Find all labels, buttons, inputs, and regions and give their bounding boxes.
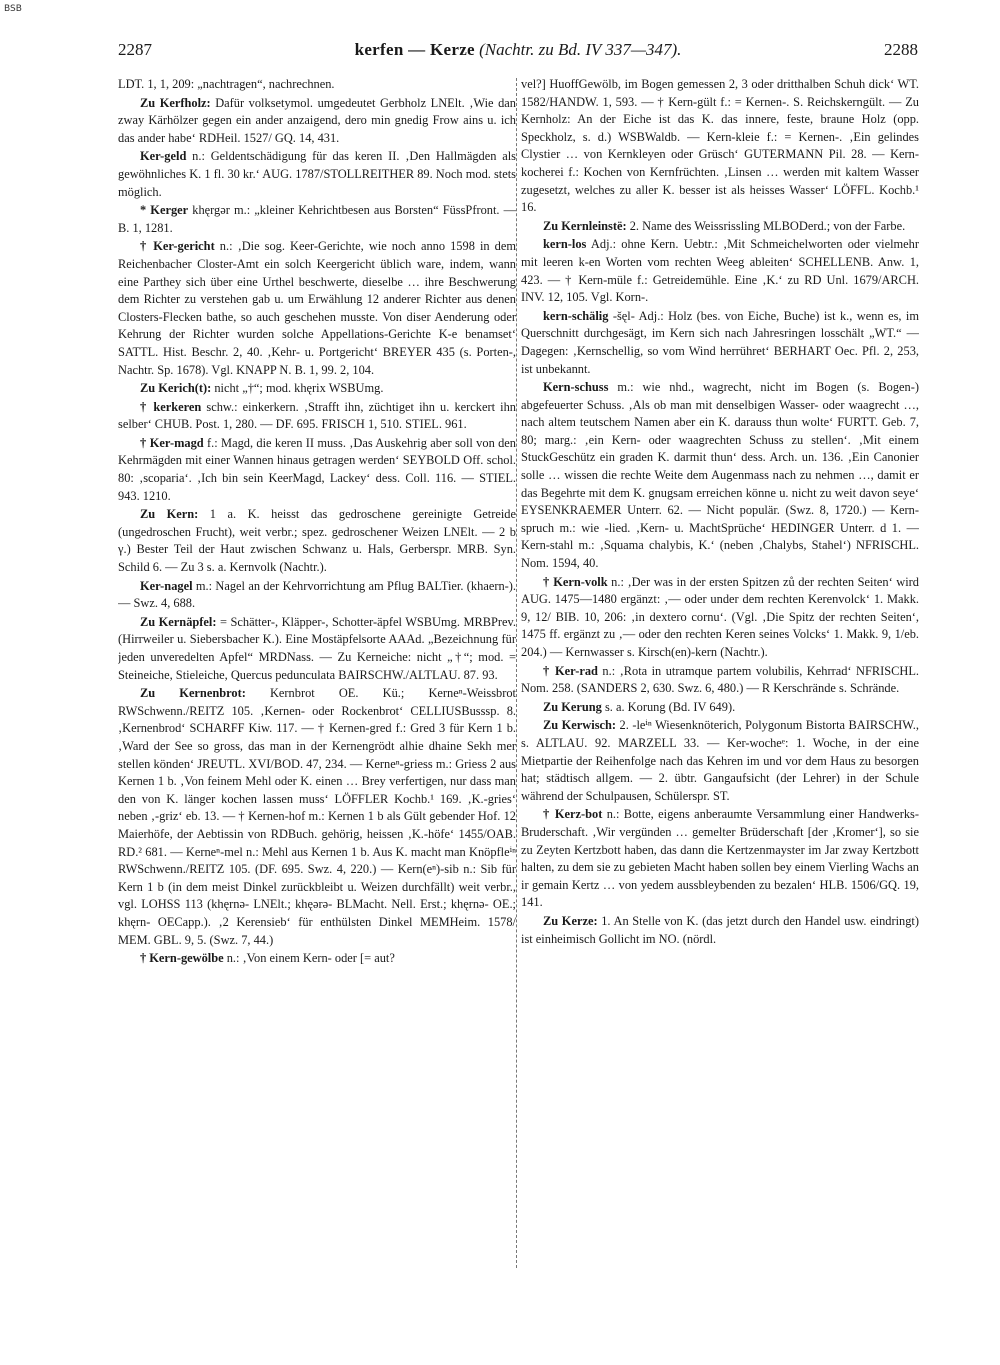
entry-text: n.: ‚Der was in der ersten Spitzen zů der rechten Seiten‘ wird AUG. 1475—1480 ergänzt: ‚— oder under dem rechten Kerenvolck‘ 1. Makk. 9, 12/ BIB. 10, 206: ‚in dextero cornu‘. (Vgl. ‚Die Spitz der rechten Seiten‘, 1475 ff. ergänzt zu ‚— oder den rechten Keren seines Volcks‘ 1. Makk. 9, 1/eb. 204.) — Kernwasser s. Kirsch(en)-kern (Nachtr.). — [521, 574, 919, 659]
dictionary-entry — [521, 699, 919, 717]
entry-lemma: kern-los — [543, 237, 587, 252]
running-title-reference: (Nachtr. zu Bd. IV 337—347). — [479, 40, 682, 59]
entry-text: m.: wie nhd., wagrecht, nicht im Bogen (s. Bogen-) abgefeuerter Schuss. ‚Als ob man mit denselbigen Wasser- oder waagrecht …, nach altem teutschem Namen aber ein K. darauss thun wolte‘ FURTT. Geb. 7, 80; marg.: ‚ein Kern- oder waagrechten Schuss zu stellen‘. ‚Mit einem StuckGeschütz ein graden K. darmit thun‘ dess. Arch. un. 136. ‚Ein Canonier solle … wissen die rechte Weite dem Augenmass nach zu nehmen …, damit er das Begehrte mit dem K. gnugsam erreichen könne u. nicht zu weit davon seye‘ EYSENKRAEMER Unterr. 62. — Nicht populär. (Swz. 8, 1720.) — Kern-spruch m.: wie -lied. ‚Kern- u. MachtSprüche‘ HEDINGER Unterr. d 1. — Kern-stahl m.: ‚Squama chalybis, K.‘ (neben ‚Chalybs, Stahel‘) NFRISCHL. Nom. 1594, 40. — [521, 380, 919, 571]
column-divider — [516, 78, 517, 1268]
entry-text: vel?] HuoffGewölb, im Bogen gemessen 2, 3 oder dritthalben Schuh dick‘ WT. 1582/HANDW. 1, 593. — † Kern-gült f.: = Kernen-. S. Reichskerngült. — Zu Kernholz: An der Eiche ist das K. das innere, feste, braune Holz (opp. Speckholz, s. d.) WSBWaldb. — Kern-kleie f.: = Kernen-. ‚Ein gelindes Clystier … von Kernkleyen oder Grüsch‘ GUTERMANN Pil. 28. — Kern-kocherei f.: Kochen von Kernfrüchten. ‚Linsen … werden mit kaltem Wasser zugesetzt, welches zu aller K. besser ist als heisses Wasser‘ LÖFFL. Kochb.¹ 16. — [521, 77, 919, 215]
left-column-number: 2287 — [118, 40, 152, 59]
entry-lemma: † Kerz-bot — [543, 807, 603, 822]
entry-text: schw.: einkerkern. ‚Strafft ihn, züchtiget ihn u. kerckert ihn selber‘ CHUB. Post. 1, 280. — DF. 695. FRISCH 1, 510. STIEL. 961. — [118, 399, 516, 432]
dictionary-entry — [118, 506, 516, 576]
right-column-number: 2288 — [884, 40, 918, 59]
entry-lemma: Zu Kerze: — [543, 913, 598, 928]
entry-text: Adj.: ohne Kern. Uebtr.: ‚Mit Schmeichelworten oder vielmehr mit leeren k-en Worten vom rechten Weeg ableiten‘ SCHELLENB. Anw. 1, 423. — † Kern-müle f.: Getreidemühle. Eine ‚K.‘ zu RD Unl. 1679/ARCH. INV. 12, 105. Vgl. Korn-. — [521, 237, 919, 305]
entry-lemma: † Ker-gericht — [140, 239, 215, 254]
library-mark: BSB — [4, 4, 22, 14]
entry-lemma: Ker-geld — [140, 149, 187, 164]
entry-lemma: † Ker-magd — [140, 435, 204, 450]
dictionary-entry — [521, 806, 919, 912]
entry-lemma: Zu Kernäpfel: — [140, 614, 217, 629]
dictionary-entry — [521, 379, 919, 573]
entry-text: Dafür volksetymol. umgedeutet Gerbholz LNElt. ‚Wie dan zway Kärhölzer gegen ein ander anzaigend, dero min gnedig Frow ains u. ich das ander habe‘ RDHeil. 1527/ GQ. 14, 431. — [118, 95, 516, 145]
entry-text: Kernbrot OE. Kü.; Kerneⁿ-Weissbrot RWSchwenn./REITZ 105. ‚Kernen- oder Rockenbrot‘ CELLIUSBusssp. 8. ‚Kernenbrod‘ SCHARFF Kiw. 117. — † Kernen-gred f.: Gred 3 für Kern 1 b. ‚Ward der See so gross, das man in der Kernengrödt alhie dhaine Sekh mer stellen könden‘ JREUTL. XVI/BOD. 47, 234. — Kerneⁿ-griess m.: Griess 2 aus Kernen 1 b. ‚Von feinem Mehl oder K. einen … Brey verfertigen, nur dass man den von K. länger kochen lassen muss‘ LÖFFLER Kochb.¹ 169. ‚K.-gries‘ neben ‚-griz‘ eb. 13. — † Kernen-hof m.: Kernen 1 b als Gült gebender Hof. 12 Maierhöfe, der Aebtissin von RDBuch. gehörig, heissen ‚K.-höfe‘ 1455/OAB. RD.² 681. — Kerneⁿ-mel n.: Mehl aus Kernen 1 b. Aus K. macht man Knöpfleⁱⁿ RWSchwenn./REITZ 105. (DF. 695. Swz. 4, 220.) — Kern(eⁿ)-sib n.: Sib für Kern 1 b (in dem meist Dinkel zurückbleibt u. Weizen durchfällt) weit verbr., vgl. LOHSS 113 (khęrnə- LNElt.; khęərə- BLMacht. Nell. Erst.; khęrnə- OE.; khęrn- OECapp.). ‚2 Kerensieb‘ für enthülsten Dinkel MEMHeim. 1578/ MEM. GBL. 9, 5. (Swz. 7, 44.) — [118, 686, 516, 947]
left-column — [118, 76, 516, 1276]
entry-lemma: * Kerger — [140, 203, 189, 218]
entry-text: f.: Magd, die keren II muss. ‚Das Auskehrig aber soll von den Kehrmägden mit einer Wannen hinaus getragen werden‘ SEYBOLD Off. schol. 80: ‚scoparia‘. ‚Ich bin sein KeerMagd, Lackey‘ dess. Coll. 116. — STIEL. 943. 1210. — [118, 435, 516, 503]
entry-text: = Schätter-, Kläpper-, Schotter-äpfel WSBUmg. MRBPrev. (Hirrweiler u. Siebersbacher K.). Eine Mostäpfelsorte AAAd. „Bezeichnung für jeden unveredelten Apfel“ MRDNass. — Zu Kerneiche: nicht „†“; mod. = Steineiche, Stieleiche, Quercus pedunculata BAIRSCHW./ALTLAU. 87. 93. — [118, 614, 516, 682]
dictionary-entry — [118, 380, 516, 398]
entry-lemma: Zu Kernenbrot: — [140, 686, 246, 701]
dictionary-entry — [118, 148, 516, 201]
entry-lemma: kern-schälig — [543, 308, 609, 323]
entry-text: LDT. 1, 1, 209: „nachtragen“, nachrechnen. — [118, 77, 335, 91]
entry-text: n.: ‚Die sog. Keer-Gerichte, wie noch anno 1598 in dem Reichenbacher Closter-Amt ein solch Keergericht üblich ware, indem, wann eine Parthey sich über eine Urthel beschwerte, dieselbe … ihre Beschwerung dem Richter zu verstehen gab u. um Erwählung 12 anderer Richter aus denen Closters-Flecken bathe, so auch geschehen musste. Von diser Aenderung oder Kehrung der Richter wurden solche Appellations-Gerichte K-e benamset‘ SATTL. Hist. Beschr. 2, 40. ‚Kehr- u. Portgericht‘ BREYER 435 (s. Porten-, Nachtr. Sp. 1678). Vgl. KNAPP N. B. 1, 99. 2, 104. — [118, 239, 516, 377]
dictionary-entry — [521, 218, 919, 236]
dictionary-entry — [118, 435, 516, 505]
page-header — [118, 40, 918, 64]
entry-text: n.: ‚Rota in utramque partem volubilis, Kehrrad‘ NFRISCHL. Nom. 258. (SANDERS 2, 630. Swz. 6, 480.) — R Kerschrände s. Schrände. — [521, 663, 919, 696]
dictionary-entry — [521, 663, 919, 698]
entry-text: 1 a. K. heisst das gedroschene gereinigte Getreide (ungedroschen Frucht), weit verbr.; spez. gedroschener Weizen LNElt. — 2 b γ.) Bester Teil der Haut zwischen Schwanz u. Hals, Gerberspr. MRB. Syn. Schild 6. — Zu 3 s. a. Kernvolk (Nachtr.). — [118, 507, 516, 575]
dictionary-entry — [521, 913, 919, 948]
entry-lemma: Ker-nagel — [140, 578, 193, 593]
running-title-headwords: kerfen — Kerze — [354, 40, 475, 59]
entry-text: 2. -leⁱⁿ Wiesenknöterich, Polygonum Bistorta BAIRSCHW., s. ALTLAU. 92. MARZELL 33. — Ker-wocheᵉ: 1. Woche, in der eine Mietpartie der Reihenfolge nach das Kehren im und vor dem Haus zu besorgen hat; städtisch allgem. — 2. übtr. Gangaufsicht (der Lehrer) in der Schule während der Schulpausen, Schülerspr. ST. — [521, 718, 919, 803]
entry-lemma: Zu Kerich(t): — [140, 381, 212, 396]
entry-lemma: Zu Kernleinstë: — [543, 218, 627, 233]
entry-text: n.: Geldentschädigung für das keren II. ‚Den Hallmägden als gewöhnliches K. 1 fl. 30 kr.‘ AUG. 1787/STOLLREITHER 89. Noch mod. stets möglich. — [118, 149, 516, 199]
dictionary-entry — [118, 950, 516, 968]
dictionary-entry — [118, 76, 516, 94]
entry-text: s. a. Korung (Bd. IV 649). — [601, 699, 736, 714]
dictionary-entry — [118, 614, 516, 684]
entry-lemma: Kern-schuss — [543, 380, 609, 395]
dictionary-entry — [521, 308, 919, 378]
entry-text: n.: ‚Von einem Kern- oder [= aut? — [223, 951, 395, 966]
entry-lemma: Zu Kern: — [140, 507, 199, 522]
entry-text: 2. Name des Weissrissling MLBODerd.; von der Farbe. — [626, 218, 906, 233]
entry-text: -šęl- Adj.: Holz (bes. von Eiche, Buche) ist k., wenn es, im Querschnitt durchgesägt, im Kern sich nach Jahresringen losschält „WT.“ — Dagegen: ‚Kernschellig, so vom Wind herrühret‘ BERHART Oec. Pfl. 2, 253, ist unbekannt. — [521, 308, 919, 376]
entry-lemma: † Kern-gewölbe — [140, 951, 224, 966]
dictionary-entry — [118, 238, 516, 379]
entry-text: m.: Nagel an der Kehrvorrichtung am Pflug BALTier. (khaern-). — Swz. 4, 688. — [118, 578, 516, 611]
dictionary-entry — [521, 717, 919, 805]
entry-lemma: Zu Kerfholz: — [140, 95, 211, 110]
entry-text: 1. An Stelle von K. (das jetzt durch den Handel usw. eindringt) ist einheimisch Gollicht im NO. (nördl. — [521, 913, 919, 946]
entry-lemma: † Kern-volk — [543, 574, 608, 589]
right-column — [521, 76, 919, 1276]
entry-lemma: Zu Kerwisch: — [543, 718, 617, 733]
dictionary-entry — [521, 76, 919, 217]
entry-text: nicht „†“; mod. khęrix WSBUmg. — [211, 381, 384, 396]
entry-text: khęrgər m.: „kleiner Kehrichtbesen aus Borsten“ FüssPfront. — B. 1, 1281. — [118, 203, 516, 235]
dictionary-entry — [521, 574, 919, 662]
running-title — [118, 40, 918, 60]
dictionary-entry — [118, 95, 516, 148]
entry-text: n.: Botte, eigens anberaumte Versammlung einer Handwerks-Bruderschaft. ‚Wir vergünden … gemelter Brüderschaft [der ‚Kromer‘], so sie zu Zeyten Kertzbott haben, das dann die Kertzenmayster im Jar zway Kertzbott halten, zu dem sie zu gebieten Macht haben sollen bey einem Vierling Wachs an ir gemain Kertz … von yedem aussbleybenden zu bezalen‘ HLB. 1506/GQ. 19, 141. — [521, 807, 919, 910]
dictionary-entry — [118, 399, 516, 434]
entry-lemma: Zu Kerung — [543, 699, 602, 714]
entry-lemma: † Ker-rad — [543, 663, 598, 678]
dictionary-entry — [118, 202, 516, 237]
dictionary-entry — [118, 685, 516, 949]
dictionary-entry — [118, 578, 516, 613]
entry-lemma: † kerkeren — [140, 399, 202, 414]
dictionary-entry — [521, 236, 919, 306]
